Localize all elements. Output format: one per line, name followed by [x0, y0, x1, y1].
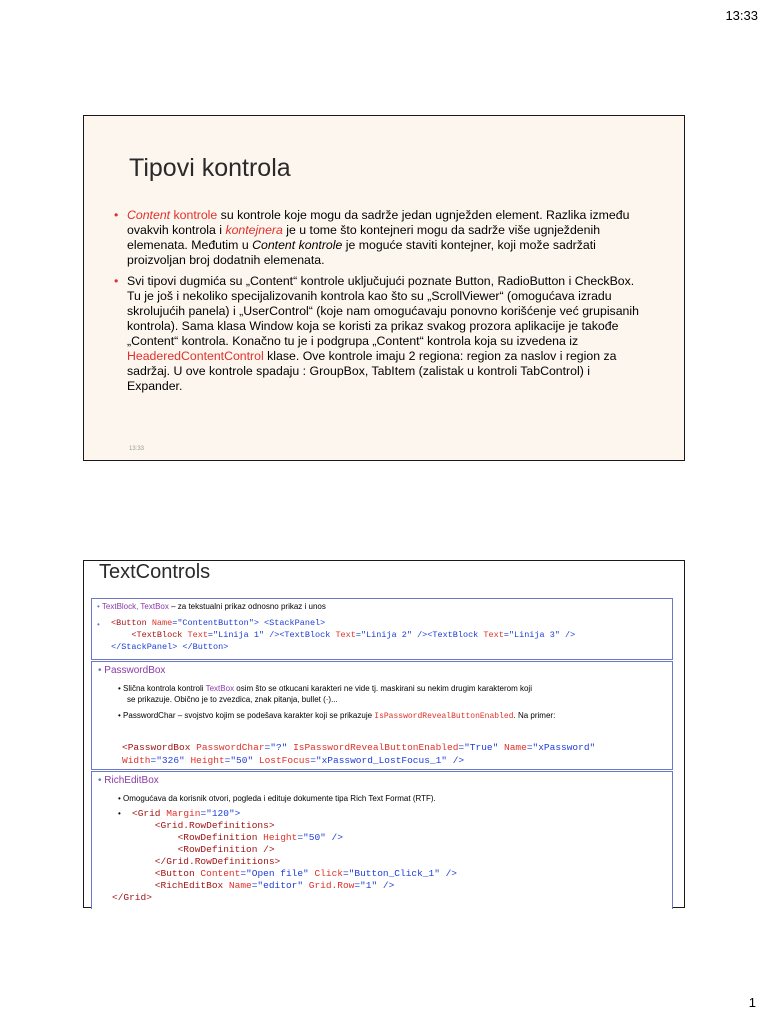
code: <PasswordBox [122, 742, 197, 753]
code: LostFocus [258, 755, 311, 766]
code: ="1" /> [354, 880, 395, 891]
text-textbox: TextBox [205, 684, 235, 693]
code: </StackPanel> </Button> [111, 641, 229, 652]
bullet-icon: • [118, 711, 121, 720]
sub-bullet [118, 794, 436, 804]
text-content-kontrole: Content kontrole [252, 238, 343, 252]
bullet-list [114, 208, 642, 400]
code: <RowDefinition /> [132, 844, 275, 855]
code: Content [200, 868, 241, 879]
bullet-textblock [97, 602, 326, 612]
box-textblock [91, 598, 673, 660]
code: </Grid.RowDefinitions> [132, 856, 281, 867]
code-block [111, 618, 575, 653]
code: ="Button_Click_1" /> [342, 868, 458, 879]
text-body: Slična kontrola kontroli [123, 684, 206, 693]
bullet-icon: • [114, 208, 119, 222]
code: ="50" /> [297, 832, 343, 843]
code-block [122, 741, 595, 767]
bullet-code [97, 620, 100, 630]
text-body: PasswordChar – svojstvo kojim se podešava karakter koji se prikazuje [123, 711, 375, 720]
code: ="Open file" [240, 868, 315, 879]
slide-tipovi-kontrola [83, 115, 685, 461]
code: ="Linija 1" /><TextBlock [207, 629, 336, 640]
text-body: je u tome što kontejneri mogu da sadrže više ugnježdenih elemenata. Međutim u [127, 223, 601, 252]
text-body: se prikazuje. Obično je to zvezdica, znak pitanja, bullet (·)... [127, 695, 338, 704]
text-content: Content [127, 208, 171, 222]
code: Height [263, 832, 298, 843]
code: <RichEditBox [132, 880, 229, 891]
slide-textcontrols [83, 560, 685, 908]
slide-title: Tipovi kontrola [129, 154, 291, 182]
code: Height [190, 755, 225, 766]
bullet-icon: • [114, 274, 119, 288]
code: PasswordChar [196, 742, 265, 753]
bullet-icon: • [98, 775, 102, 786]
code: ="True" [458, 742, 504, 753]
code: Grid.Row [308, 880, 355, 891]
bullet-content-kontrole [114, 208, 642, 268]
bullet-icon: • [118, 684, 121, 693]
text-body: Svi tipovi dugmića su „Content“ kontrole uključujući poznate Button, RadioButton i CheckBox. Tu je još i nekoliko specijalizovanih kontrola kao što su „ScrollViewer“ (omogućava izradu skrolujućih panela) i „UserControl“ (koje nam omogućavaju ponovno korišćenje već grupisanih kontrola). Sama klasa Window koja se koristi za prikaz svakog prozora aplikacije je takođe „Content“ kontrola. Konačno tu je i podgrupa „Content“ kontrola koja su izvedena iz [127, 274, 639, 348]
text-body: Omogućava da korisnik otvori, pogleda i edituje dokumente tipa Rich Text Format (RTF). [123, 794, 436, 803]
code: ="Linija 3" /> [503, 629, 576, 640]
code: <TextBlock [111, 629, 188, 640]
text-body: – za tekstualni prikaz odnosno prikaz i unos [168, 602, 326, 611]
page-number: 1 [748, 995, 756, 1010]
code: ="editor" [251, 880, 309, 891]
code: Text [187, 629, 208, 640]
section-header [98, 775, 159, 786]
text-kontrole: kontrole [170, 208, 218, 222]
code: ="50" [224, 755, 259, 766]
slide-footer-time: 13:33 [129, 446, 145, 452]
bullet-tipovi-dugmica [114, 274, 642, 394]
sub-bullet [118, 684, 532, 694]
text-body: klase. Ove kontrole imaju 2 regiona: region za naslov i region za sadržaj. U ove kontrole spadaju : GroupBox, TabItem (zalistak u kontroli TabControl) i Expander. [127, 349, 617, 393]
code: Width [122, 755, 151, 766]
code: IsPasswordRevealButtonEnabled [293, 742, 459, 753]
code: <Grid [132, 808, 167, 819]
code: <Grid.RowDefinitions> [132, 820, 275, 831]
text-kontejnera: kontejnera [225, 223, 283, 237]
code-block [112, 808, 458, 904]
bullet-icon: • [97, 620, 100, 629]
code: ="xPassword" [526, 742, 596, 753]
slide-title: TextControls [99, 561, 211, 583]
code: ="?" [264, 742, 294, 753]
code: ="ContentButton"> <StackPanel> [172, 618, 326, 628]
bullet-icon: • [118, 794, 121, 803]
code: ="xPassword_LostFocus_1" /> [310, 755, 465, 766]
text-body: je moguće staviti kontejner, koji može sadržati proizvoljan broj dodatnih elemenata. [127, 238, 596, 267]
sub-bullet [118, 711, 555, 722]
code: Name [504, 742, 527, 753]
box-richeditbox [91, 771, 673, 909]
code: </Grid> [112, 892, 152, 903]
text-headered-content-control: HeaderedContentControl [127, 349, 264, 363]
code: ="Linija 2" /><TextBlock [355, 629, 484, 640]
code: Text [335, 629, 356, 640]
code: ="326" [150, 755, 191, 766]
page-time: 13:33 [725, 8, 758, 23]
text-textblock-textbox: TextBlock, TextBox [101, 602, 169, 611]
section-title: PasswordBox [104, 665, 166, 676]
code: ="120"> [200, 808, 241, 819]
text-body: osim što se otkucani karakteri ne vide tj. maskirani su nekim drugim karakterom koji [234, 684, 532, 693]
text-body: su kontrole koje mogu da sadrže jedan ugnježden element. Razlika između ovakvih kontrola i [127, 208, 630, 237]
text-body: . Na primer: [513, 711, 556, 720]
bullet-icon: • [97, 602, 100, 611]
code: Name [151, 618, 173, 628]
code: <Button [132, 868, 201, 879]
box-passwordbox [91, 661, 673, 770]
code: Text [483, 629, 504, 640]
code: <Button [111, 618, 152, 628]
section-header [98, 665, 165, 676]
section-title: RichEditBox [104, 775, 159, 786]
bullet-icon: • [118, 809, 121, 818]
code: Name [228, 880, 252, 891]
code: Margin [166, 808, 201, 819]
sub-bullet [118, 809, 121, 819]
text-code: IsPasswordRevealButtonEnabled [374, 712, 514, 721]
bullet-icon: • [98, 665, 102, 676]
code: <RowDefinition [132, 832, 264, 843]
code: Click [314, 868, 343, 879]
